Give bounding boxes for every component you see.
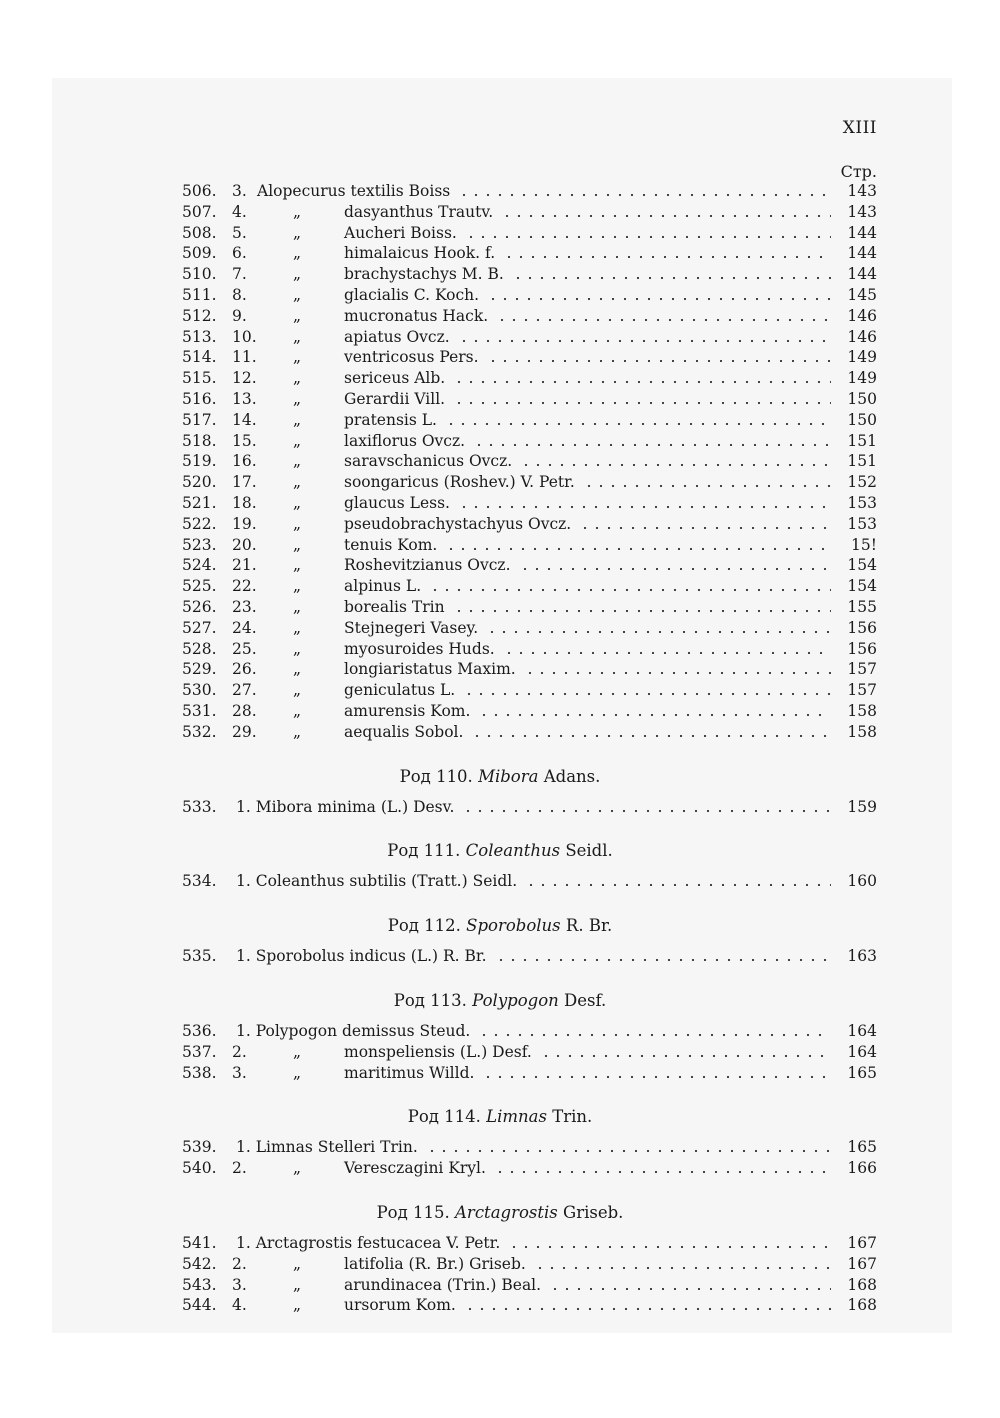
species-number: 26. <box>232 660 257 679</box>
ditto-mark: „ <box>293 494 302 512</box>
page-number: 15! <box>851 535 877 554</box>
species-name: himalaicus Hook. f. <box>344 244 496 263</box>
entry-number: 515. <box>182 369 217 388</box>
dot-leader <box>508 1232 831 1254</box>
entry-number: 526. <box>182 598 217 616</box>
dot-leader <box>458 492 831 514</box>
ditto-mark: „ <box>293 1296 302 1315</box>
genus-heading <box>0 1106 1000 1128</box>
genus-heading-prefix: Род 113. <box>393 991 467 1010</box>
ditto-mark: „ <box>293 369 302 388</box>
ditto-mark: „ <box>293 702 302 720</box>
species-number: 19. <box>232 514 257 533</box>
genus-heading-author: R. Br. <box>565 916 613 936</box>
species-name: dasyanthus Trautv. <box>344 202 494 221</box>
entry-number: 518. <box>182 431 217 450</box>
page-column-label: Стр. <box>840 162 877 181</box>
dot-leader <box>487 346 831 368</box>
species-name: monspeliensis (L.) Desf. <box>344 1042 532 1061</box>
page-number: 146 <box>847 306 877 325</box>
species-name: apiatus Ovcz. <box>344 327 450 346</box>
dot-leader <box>453 596 831 618</box>
list-item <box>0 388 1000 410</box>
list-item <box>0 870 1000 892</box>
species-number: 22. <box>232 577 257 596</box>
entry-number: 516. <box>182 390 217 408</box>
dot-leader <box>429 575 831 597</box>
list-item <box>0 534 1000 556</box>
page-number: 157 <box>847 660 877 679</box>
species-number: 21. <box>232 556 257 575</box>
species-name: latifolia (R. Br.) Griseb. <box>344 1254 526 1273</box>
page-number: 165 <box>847 1138 877 1157</box>
entry-number: 530. <box>182 681 217 700</box>
dot-leader <box>478 700 831 722</box>
species-number: 3. <box>232 1275 247 1294</box>
species-number: 10. <box>232 327 257 346</box>
page-number: 160 <box>847 872 877 891</box>
page-number: 155 <box>847 598 877 616</box>
entry-number: 506. <box>182 182 217 200</box>
species-name: 1. Polypogon demissus Steud. <box>236 1022 471 1040</box>
species-name: Stejnegeri Vasey. <box>344 618 479 637</box>
list-item <box>0 1062 1000 1084</box>
list-item <box>0 554 1000 576</box>
entry-number: 529. <box>182 660 217 679</box>
species-number: 24. <box>232 618 257 637</box>
dot-leader <box>465 222 831 244</box>
dot-leader <box>463 679 831 701</box>
species-name: longiaristatus Maxim. <box>344 660 516 679</box>
list-item <box>0 222 1000 244</box>
species-name: amurensis Kom. <box>344 702 471 720</box>
page-number: 151 <box>847 452 877 471</box>
list-item <box>0 263 1000 285</box>
species-name: alpinus L. <box>344 577 422 596</box>
ditto-mark: „ <box>293 556 302 575</box>
species-name: pseudobrachystachyus Ovcz. <box>344 514 572 533</box>
entry-number: 542. <box>182 1254 217 1273</box>
species-number: 2. <box>232 1254 247 1273</box>
ditto-mark: „ <box>293 202 302 221</box>
species-name: 1. Coleanthus subtilis (Tratt.) Seidl. <box>236 872 518 891</box>
dot-leader <box>487 284 831 306</box>
species-number: 8. <box>232 286 247 304</box>
genus-heading <box>0 840 1000 862</box>
dot-leader <box>579 513 831 535</box>
list-item <box>0 180 1000 202</box>
genus-heading <box>0 1202 1000 1224</box>
entry-number: 524. <box>182 556 217 575</box>
species-number: 29. <box>232 722 257 741</box>
list-item <box>0 242 1000 264</box>
entry-number: 527. <box>182 618 217 637</box>
dot-leader <box>494 1157 831 1179</box>
species-number: 13. <box>232 390 257 408</box>
genus-heading-prefix: Род 112. <box>387 916 461 936</box>
genus-heading-name: Coleanthus <box>465 841 561 861</box>
ditto-mark: „ <box>293 431 302 450</box>
species-number: 14. <box>232 410 257 429</box>
species-number: 20. <box>232 535 257 554</box>
species-number: 25. <box>232 639 257 658</box>
page-number: 150 <box>847 390 877 408</box>
species-name: arundinacea (Trin.) Beal. <box>344 1275 542 1294</box>
page-number: 146 <box>847 327 877 346</box>
dot-leader <box>482 1062 831 1084</box>
species-name: saravschanicus Ovcz. <box>344 452 513 471</box>
species-name: mucronatus Hack. <box>344 306 489 325</box>
genus-heading-name: Limnas <box>486 1107 547 1127</box>
species-name: pratensis L. <box>344 410 437 429</box>
list-item <box>0 430 1000 452</box>
species-number: 3. <box>232 1063 247 1082</box>
page-number: 153 <box>847 514 877 533</box>
list-item <box>0 492 1000 514</box>
page-number: 145 <box>847 286 877 304</box>
species-name: Aucheri Boiss. <box>344 223 457 242</box>
page-number: 156 <box>847 639 877 658</box>
genus-heading-prefix: Род 115. <box>376 1203 450 1222</box>
page-number: 153 <box>847 494 877 512</box>
list-item <box>0 1157 1000 1179</box>
entry-number: 521. <box>182 494 217 512</box>
entry-number: 520. <box>182 473 217 492</box>
entry-number: 507. <box>182 202 217 221</box>
dot-leader <box>445 409 831 431</box>
page-number: 168 <box>847 1296 877 1315</box>
page-number: 167 <box>847 1234 877 1252</box>
entry-number: 508. <box>182 223 217 242</box>
page-number: 158 <box>847 702 877 720</box>
list-item <box>0 513 1000 535</box>
list-item <box>0 367 1000 389</box>
dot-leader <box>473 430 831 452</box>
entry-number: 534. <box>182 872 217 891</box>
dot-leader <box>453 367 831 389</box>
list-item <box>0 450 1000 472</box>
genus-heading <box>0 990 1000 1012</box>
ditto-mark: „ <box>293 1275 302 1294</box>
species-name: tenuis Kom. <box>344 535 438 554</box>
list-item <box>0 201 1000 223</box>
list-item <box>0 575 1000 597</box>
entry-number: 539. <box>182 1138 217 1157</box>
genus-heading-author: Adans. <box>543 766 601 786</box>
entry-number: 510. <box>182 265 217 284</box>
list-item <box>0 945 1000 967</box>
page-numeral: XIII <box>842 118 877 138</box>
page-number: 157 <box>847 681 877 700</box>
dot-leader <box>503 638 831 660</box>
species-number: 23. <box>232 598 257 616</box>
page-number: 165 <box>847 1063 877 1082</box>
entry-number: 523. <box>182 535 217 554</box>
species-number: 18. <box>232 494 257 512</box>
dot-leader <box>453 388 831 410</box>
species-name: Alopecurus textilis Boiss <box>257 182 451 200</box>
ditto-mark: „ <box>293 223 302 242</box>
ditto-mark: „ <box>293 660 302 679</box>
ditto-mark: „ <box>293 1159 302 1178</box>
entry-number: 514. <box>182 348 217 367</box>
species-name: ursorum Kom. <box>344 1296 456 1315</box>
genus-heading <box>0 766 1000 788</box>
dot-leader <box>534 1253 831 1275</box>
list-item <box>0 1041 1000 1063</box>
page-number: 154 <box>847 577 877 596</box>
species-number: 6. <box>232 244 247 263</box>
genus-heading-author: Desf. <box>564 991 607 1010</box>
list-item <box>0 284 1000 306</box>
genus-heading-prefix: Род 111. <box>387 841 461 861</box>
dot-leader <box>503 242 831 264</box>
list-item <box>0 346 1000 368</box>
ditto-mark: „ <box>293 514 302 533</box>
species-number: 12. <box>232 369 257 388</box>
species-name: Gerardii Vill. <box>344 390 446 408</box>
entry-number: 531. <box>182 702 217 720</box>
species-name: myosuroides Huds. <box>344 639 495 658</box>
species-number: 15. <box>232 431 257 450</box>
dot-leader <box>525 870 831 892</box>
species-name: 1. Mibora minima (L.) Desv. <box>236 797 455 816</box>
entry-number: 543. <box>182 1275 217 1294</box>
list-item <box>0 1294 1000 1316</box>
dot-leader <box>512 263 831 285</box>
ditto-mark: „ <box>293 348 302 367</box>
species-name: 1. Arctagrostis festucacea V. Petr. <box>236 1234 501 1252</box>
entry-number: 537. <box>182 1042 217 1061</box>
list-item <box>0 796 1000 818</box>
species-name: glaucus Less. <box>344 494 450 512</box>
species-name: borealis Trin <box>344 598 445 616</box>
genus-heading-author: Seidl. <box>565 841 613 861</box>
ditto-mark: „ <box>293 390 302 408</box>
dot-leader <box>495 945 831 967</box>
dot-leader <box>540 1041 831 1063</box>
page-number: 167 <box>847 1254 877 1273</box>
entry-number: 535. <box>182 947 217 966</box>
page-number: 143 <box>847 182 877 200</box>
entry-number: 541. <box>182 1234 217 1252</box>
entry-number: 544. <box>182 1296 217 1315</box>
dot-leader <box>462 796 831 818</box>
list-item <box>0 700 1000 722</box>
species-number: 4. <box>232 202 247 221</box>
ditto-mark: „ <box>293 1042 302 1061</box>
ditto-mark: „ <box>293 452 302 471</box>
page-number: 151 <box>847 431 877 450</box>
list-item <box>0 471 1000 493</box>
entry-number: 512. <box>182 306 217 325</box>
ditto-mark: „ <box>293 327 302 346</box>
genus-heading-author: Griseb. <box>563 1203 624 1222</box>
entry-number: 538. <box>182 1063 217 1082</box>
species-name: glacialis C. Koch. <box>344 286 480 304</box>
entry-number: 522. <box>182 514 217 533</box>
list-item <box>0 326 1000 348</box>
ditto-mark: „ <box>293 535 302 554</box>
species-number: 9. <box>232 306 247 325</box>
entry-number: 540. <box>182 1159 217 1178</box>
page-number: 144 <box>847 223 877 242</box>
species-name: aequalis Sobol. <box>344 722 464 741</box>
dot-leader <box>501 201 831 223</box>
genus-heading-author: Trin. <box>552 1107 593 1127</box>
species-number: 2. <box>232 1042 247 1061</box>
dot-leader <box>464 1294 831 1316</box>
genus-heading <box>0 915 1000 937</box>
dot-leader <box>426 1136 831 1158</box>
ditto-mark: „ <box>293 473 302 492</box>
dot-leader <box>478 1020 831 1042</box>
ditto-mark: „ <box>293 410 302 429</box>
dot-leader <box>496 305 831 327</box>
ditto-mark: „ <box>293 1063 302 1082</box>
genus-heading-name: Polypogon <box>472 991 559 1010</box>
page-number: 168 <box>847 1275 877 1294</box>
species-number: 2. <box>232 1159 247 1178</box>
dot-leader <box>549 1274 831 1296</box>
entry-number: 528. <box>182 639 217 658</box>
ditto-mark: „ <box>293 286 302 304</box>
list-item <box>0 409 1000 431</box>
page-number: 143 <box>847 202 877 221</box>
ditto-mark: „ <box>293 265 302 284</box>
genus-heading-name: Arctagrostis <box>455 1203 558 1222</box>
list-item <box>0 596 1000 618</box>
entry-number: 532. <box>182 722 217 741</box>
species-name: brachystachys M. B. <box>344 265 504 284</box>
page-number: 159 <box>847 797 877 816</box>
dot-leader <box>458 180 831 202</box>
dot-leader <box>458 326 831 348</box>
page-number: 152 <box>847 473 877 492</box>
list-item <box>0 1232 1000 1254</box>
ditto-mark: „ <box>293 598 302 616</box>
species-number: 28. <box>232 702 257 720</box>
page-number: 158 <box>847 722 877 741</box>
species-number: 7. <box>232 265 247 284</box>
dot-leader <box>445 534 831 556</box>
species-name: geniculatus L. <box>344 681 456 700</box>
species-name: laxiflorus Ovcz. <box>344 431 466 450</box>
page-number: 166 <box>847 1159 877 1178</box>
entry-number: 509. <box>182 244 217 263</box>
species-name: 1. Sporobolus indicus (L.) R. Br. <box>236 947 487 966</box>
page-number: 164 <box>847 1042 877 1061</box>
species-name: soongaricus (Roshev.) V. Petr. <box>344 473 575 492</box>
genus-heading-name: Sporobolus <box>466 916 561 936</box>
species-number: 4. <box>232 1296 247 1315</box>
list-item <box>0 1020 1000 1042</box>
page-number: 154 <box>847 556 877 575</box>
species-name: sericeus Alb. <box>344 369 446 388</box>
species-number: 3. <box>232 182 247 200</box>
list-item <box>0 638 1000 660</box>
list-item <box>0 658 1000 680</box>
list-item <box>0 721 1000 743</box>
page-number: 163 <box>847 947 877 966</box>
list-item <box>0 1253 1000 1275</box>
page-number: 164 <box>847 1022 877 1040</box>
species-number: 17. <box>232 473 257 492</box>
species-number: 27. <box>232 681 257 700</box>
page-number: 156 <box>847 618 877 637</box>
genus-heading-prefix: Род 110. <box>399 766 473 786</box>
species-number: 16. <box>232 452 257 471</box>
dot-leader <box>520 450 831 472</box>
ditto-mark: „ <box>293 306 302 325</box>
list-item <box>0 679 1000 701</box>
entry-number: 511. <box>182 286 217 304</box>
page-number: 149 <box>847 348 877 367</box>
ditto-mark: „ <box>293 681 302 700</box>
species-number: 11. <box>232 348 257 367</box>
page-number: 150 <box>847 410 877 429</box>
species-name: maritimus Willd. <box>344 1063 475 1082</box>
entry-number: 525. <box>182 577 217 596</box>
entry-number: 517. <box>182 410 217 429</box>
dot-leader <box>486 617 831 639</box>
genus-heading-prefix: Род 114. <box>407 1107 481 1127</box>
dot-leader <box>583 471 831 493</box>
species-name: Roshevitzianus Ovcz. <box>344 556 511 575</box>
list-item <box>0 1136 1000 1158</box>
entry-number: 513. <box>182 327 217 346</box>
page-number: 144 <box>847 244 877 263</box>
species-name: ventricosus Pers. <box>344 348 479 367</box>
page-number: 149 <box>847 369 877 388</box>
list-item <box>0 305 1000 327</box>
entry-number: 519. <box>182 452 217 471</box>
page-number: 144 <box>847 265 877 284</box>
ditto-mark: „ <box>293 244 302 263</box>
ditto-mark: „ <box>293 577 302 596</box>
ditto-mark: „ <box>293 639 302 658</box>
ditto-mark: „ <box>293 618 302 637</box>
dot-leader <box>524 658 831 680</box>
ditto-mark: „ <box>293 1254 302 1273</box>
ditto-mark: „ <box>293 722 302 741</box>
dot-leader <box>519 554 831 576</box>
species-name: Veresczagini Kryl. <box>344 1159 486 1178</box>
species-number: 5. <box>232 223 247 242</box>
genus-heading-name: Mibora <box>478 766 539 786</box>
dot-leader <box>471 721 831 743</box>
entry-number: 533. <box>182 797 217 816</box>
list-item <box>0 1274 1000 1296</box>
entry-number: 536. <box>182 1022 217 1040</box>
list-item <box>0 617 1000 639</box>
species-name: 1. Limnas Stelleri Trin. <box>236 1138 418 1157</box>
